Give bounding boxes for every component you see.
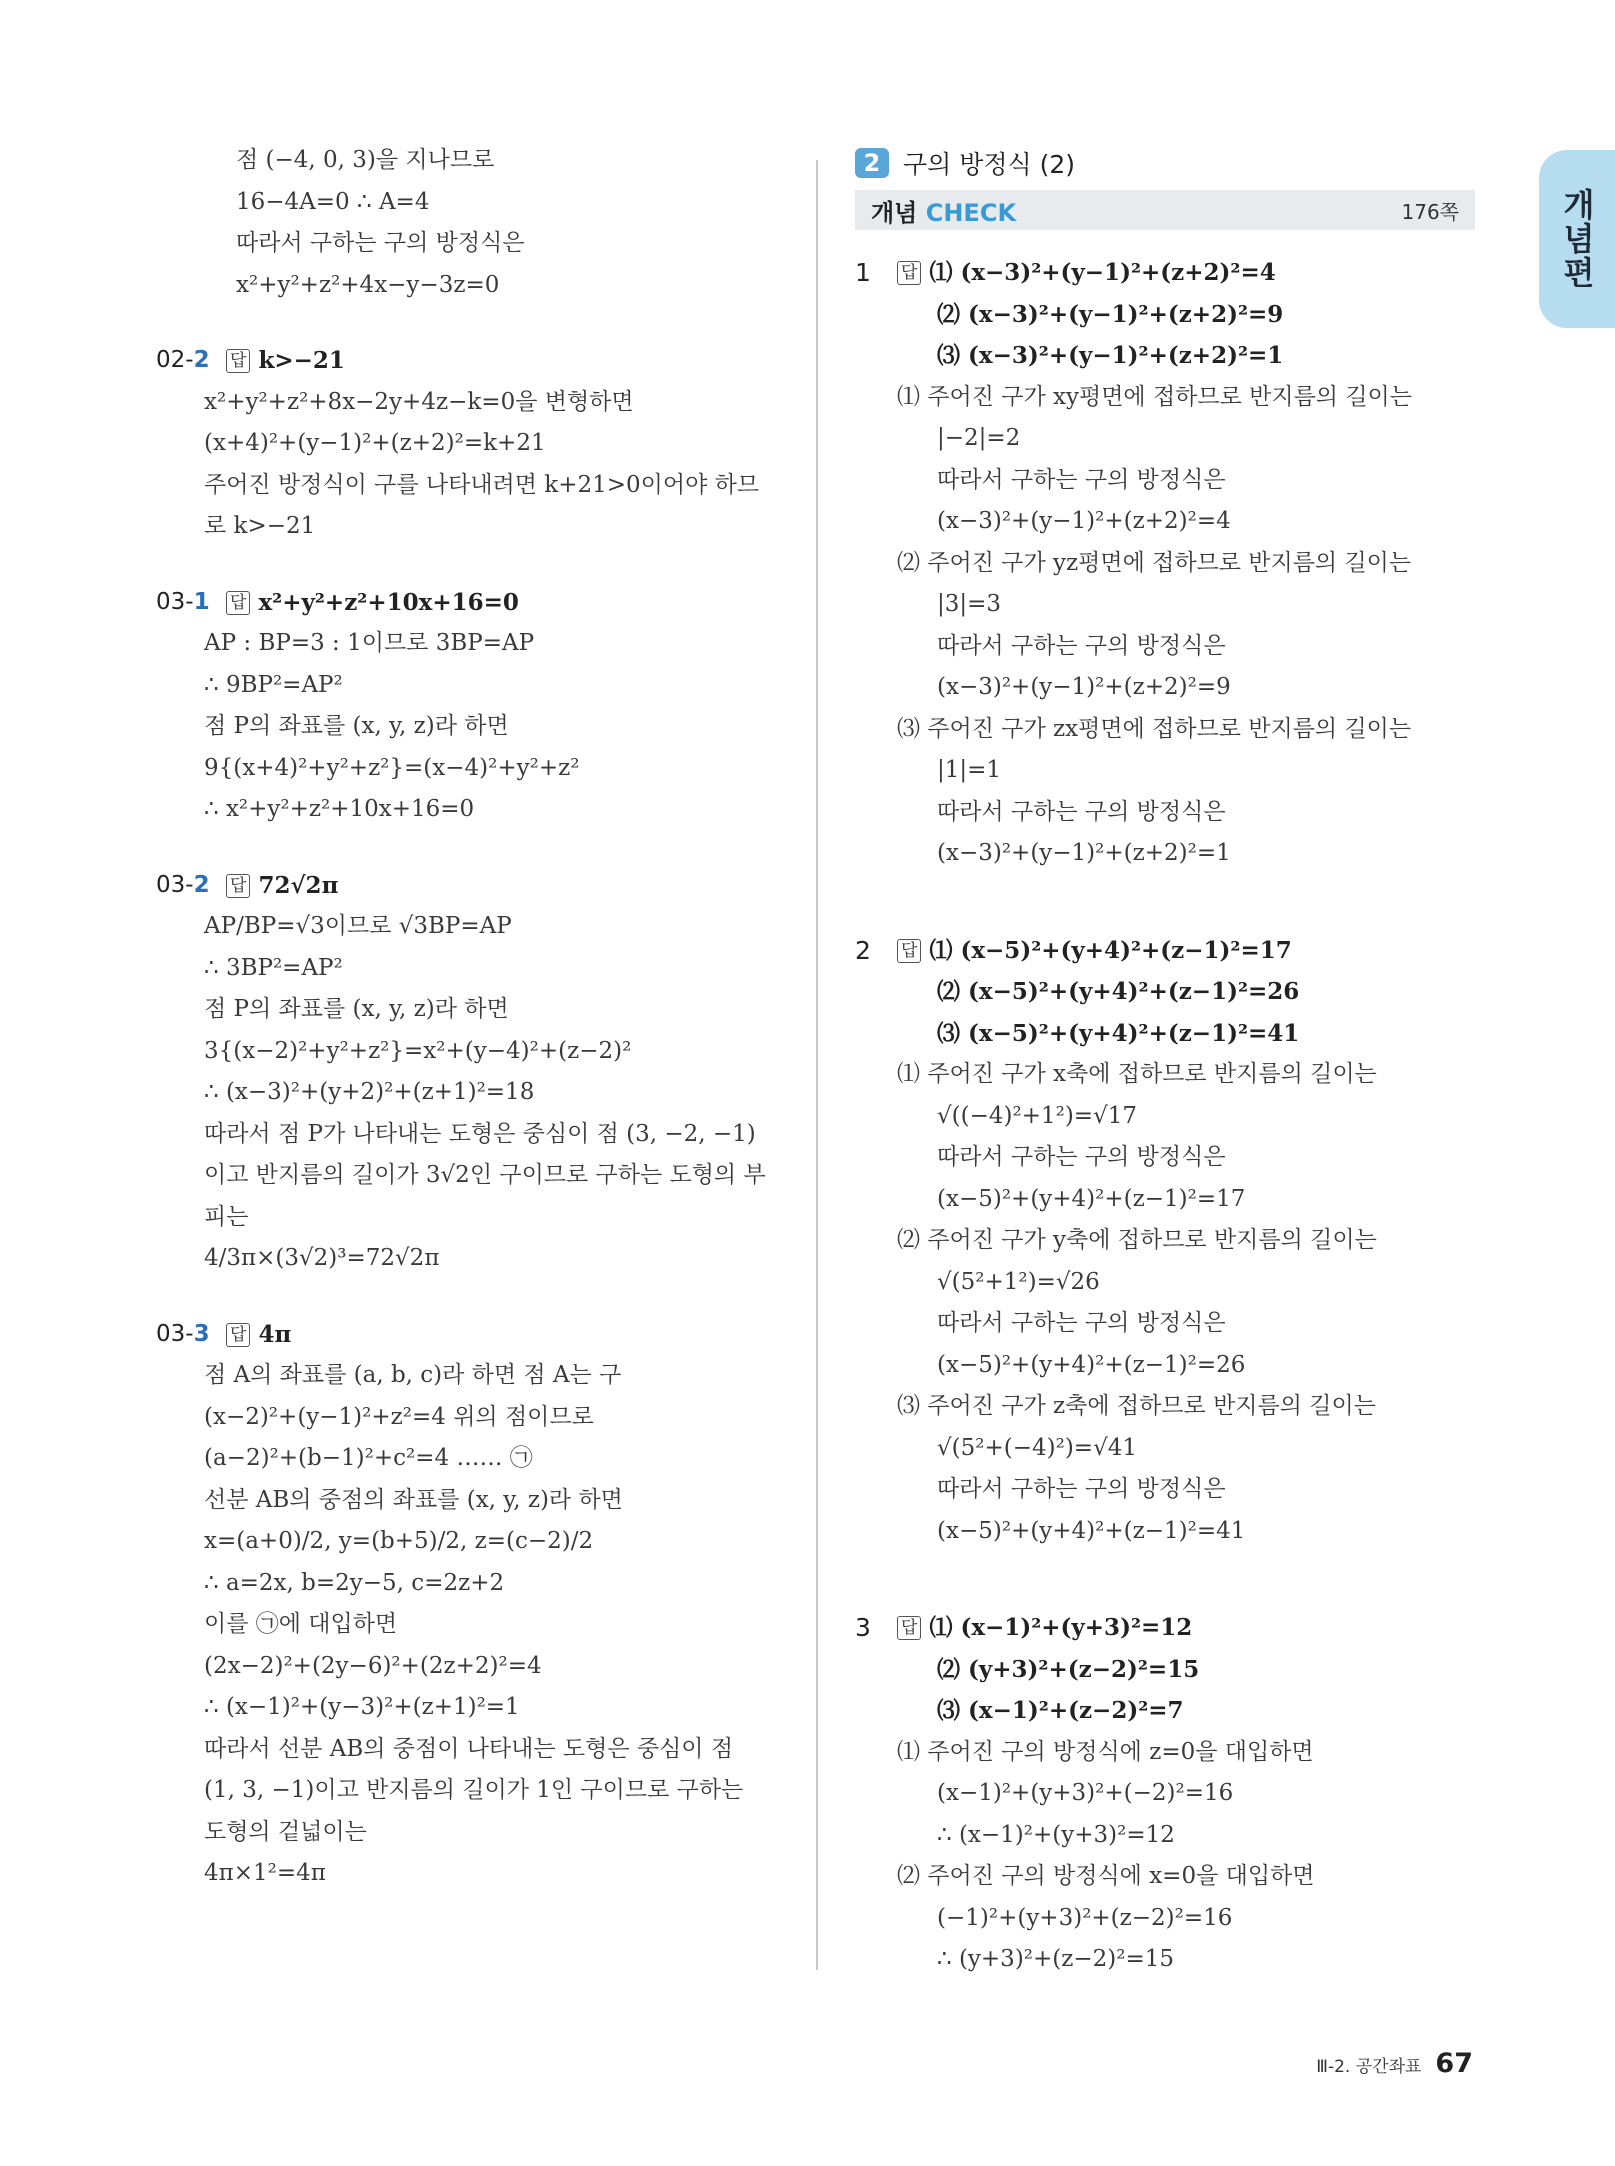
text-line: (x−2)²+(y−1)²+z²=4 위의 점이므로 [204,1403,594,1430]
text-line: 따라서 구하는 구의 방정식은 [937,466,1226,493]
text-line: ⑶ 주어진 구가 zx평면에 접하므로 반지름의 길이는 [897,715,1412,742]
text-line: 16−4A=0 ∴ A=4 [236,188,430,215]
text-line: |3|=3 [937,591,1002,617]
text-line: √(5²+1²)=√26 [937,1268,1100,1295]
text-line: ⑴ 주어진 구의 방정식에 z=0을 대입하면 [897,1738,1314,1765]
answer-badge: 답 [226,874,250,898]
text-line: 따라서 구하는 구의 방정식은 [937,632,1226,659]
text-line: (x−1)²+(y+3)²+(−2)²=16 [937,1780,1234,1806]
reference-page: 176쪽 [1401,199,1459,224]
intro-block [156,140,796,306]
answer-line [855,971,1475,1013]
answer-text: ⑵ (y+3)²+(z−2)²=15 [937,1655,1200,1683]
answer-badge: 답 [226,1323,250,1347]
section-header [855,140,1475,186]
side-tab [1539,150,1615,328]
text-line: √((−4)²+1²)=√17 [937,1102,1137,1129]
answer-text: ⑴ (x−5)²+(y+4)²+(z−1)²=17 [929,936,1292,964]
text-line: ⑴ 주어진 구가 xy평면에 접하므로 반지름의 길이는 [897,383,1412,410]
answer-line [855,930,1475,972]
text-line: 따라서 구하는 구의 방정식은 [937,1310,1226,1336]
text-line: (x−5)²+(y+4)²+(z−1)²=41 [937,1517,1246,1544]
answer-badge: 답 [226,591,250,615]
chapter-label: Ⅲ-2. 공간좌표 [1316,2057,1422,2077]
problem-03-1 [156,582,796,831]
concept-check-label: 개념 CHECK [871,198,1017,227]
answer-line [855,1649,1475,1691]
text-line: 따라서 점 P가 나타내는 도형은 중심이 점 (3, −2, −1) [204,1120,756,1147]
text-line: ⑴ 주어진 구가 x축에 접하므로 반지름의 길이는 [897,1061,1377,1087]
text-line: 점 (−4, 0, 3)을 지나므로 [236,147,495,173]
problem-02-2 [156,340,796,548]
answer-line [855,1013,1475,1055]
answer-line [855,294,1475,336]
text-line: (x−3)²+(y−1)²+(z+2)²=9 [937,674,1231,700]
text-line: (x−5)²+(y+4)²+(z−1)²=26 [937,1351,1246,1378]
text-line: (a−2)²+(b−1)²+c²=4 …… ㉠ [204,1445,533,1471]
text-line: ∴ (x−1)²+(y+3)²=12 [937,1821,1175,1848]
problem-number: 02-2 [156,347,210,373]
section-title: 구의 방정식 (2) [903,150,1076,179]
text-line: 따라서 구하는 구의 방정식은 [937,1476,1226,1502]
problem-number: 2 [855,935,871,965]
answer-text: 72√2π [258,871,339,899]
side-tab-label: 개념편 [1558,188,1596,290]
text-line: 점 P의 좌표를 (x, y, z)라 하면 [204,996,509,1022]
problem-number: 1 [855,258,871,287]
text-line: 3{(x−2)²+y²+z²}=x²+(y−4)²+(z−2)² [204,1037,632,1064]
text-line: x²+y²+z²+8x−2y+4z−k=0을 변형하면 [204,388,634,415]
answer-line [855,335,1475,377]
text-line: (1, 3, −1)이고 반지름의 길이가 1인 구이므로 구하는 [204,1777,744,1803]
problem-1 [855,252,1475,875]
text-line: (x−3)²+(y−1)²+(z+2)²=1 [937,840,1231,866]
problem-number: 03-2 [156,871,210,898]
text-line: ∴ 9BP²=AP² [204,671,343,698]
right-column [855,140,1475,1981]
text-line: (x−3)²+(y−1)²+(z+2)²=4 [937,508,1231,534]
answer-badge: 답 [897,261,921,285]
text-line: ∴ a=2x, b=2y−5, c=2z+2 [204,1569,505,1596]
text-line: ⑵ 주어진 구가 y축에 접하므로 반지름의 길이는 [897,1227,1377,1253]
text-line: ⑵ 주어진 구의 방정식에 x=0을 대입하면 [897,1863,1315,1889]
text-line: x=(a+0)/2, y=(b+5)/2, z=(c−2)/2 [204,1528,594,1554]
text-line: (x−5)²+(y+4)²+(z−1)²=17 [937,1185,1246,1212]
text-line: 이를 ㉠에 대입하면 [204,1611,398,1637]
text-line: 점 P의 좌표를 (x, y, z)라 하면 [204,713,509,739]
text-line: 로 k>−21 [204,513,316,539]
right-problems [855,252,1475,1981]
text-line: ∴ (x−1)²+(y−3)²+(z+1)²=1 [204,1694,520,1720]
text-line: √(5²+(−4)²)=√41 [937,1434,1137,1461]
answer-text: ⑶ (x−3)²+(y−1)²+(z+2)²=1 [937,342,1284,369]
left-column [156,140,796,1895]
text-line: 이고 반지름의 길이가 3√2인 구이므로 구하는 도형의 부 [204,1162,766,1188]
problem-3 [855,1607,1475,1981]
answer-badge: 답 [897,939,921,963]
text-line: AP/BP=√3이므로 √3BP=AP [204,913,512,939]
text-line: 따라서 선분 AB의 중점이 나타내는 도형은 중심이 점 [204,1735,734,1762]
text-line: ⑶ 주어진 구가 z축에 접하므로 반지름의 길이는 [897,1393,1376,1419]
answer-text: 4π [258,1320,292,1348]
text-line: 4/3π×(3√2)³=72√2π [204,1245,440,1271]
concept-check-bar [855,190,1475,230]
answer-text: ⑶ (x−1)²+(z−2)²=7 [937,1697,1184,1724]
answer-line [855,252,1475,294]
text-line: (−1)²+(y+3)²+(z−2)²=16 [937,1904,1233,1931]
problem-number: 03-1 [156,588,210,615]
answer-line [855,1690,1475,1732]
problem-03-3 [156,1314,796,1895]
text-line: ∴ x²+y²+z²+10x+16=0 [204,796,475,822]
answer-badge: 답 [226,349,250,373]
text-line: ∴ 3BP²=AP² [204,954,343,981]
text-line: 9{(x+4)²+y²+z²}=(x−4)²+y²+z² [204,754,580,781]
page-number: 67 [1435,2048,1473,2079]
problem-03-2 [156,865,796,1280]
text-line: 따라서 구하는 구의 방정식은 [937,798,1226,825]
problem-2 [855,930,1475,1553]
text-line: 피는 [204,1203,249,1230]
section-number-icon: 2 [855,148,889,178]
text-line: ∴ (y+3)²+(z−2)²=15 [937,1946,1175,1972]
answer-text: ⑵ (x−5)²+(y+4)²+(z−1)²=26 [937,978,1300,1005]
text-line: (2x−2)²+(2y−6)²+(2z+2)²=4 [204,1652,542,1679]
text-line: x²+y²+z²+4x−y−3z=0 [236,271,500,298]
text-line: |1|=1 [937,757,1002,783]
text-line: ⑵ 주어진 구가 yz평면에 접하므로 반지름의 길이는 [897,549,1412,576]
text-line: ∴ (x−3)²+(y+2)²+(z+1)²=18 [204,1079,535,1105]
text-line: |−2|=2 [937,425,1021,451]
text-line: 주어진 방정식이 구를 나타내려면 k+21>0이어야 하므 [204,471,760,498]
text-line: AP : BP=3 : 1이므로 3BP=AP [204,630,535,656]
answer-badge: 답 [897,1616,921,1640]
answer-text: ⑴ (x−1)²+(y+3)²=12 [929,1614,1193,1641]
answer-text: ⑶ (x−5)²+(y+4)²+(z−1)²=41 [937,1019,1300,1047]
answer-line [855,1607,1475,1649]
text-line: 도형의 겉넓이는 [204,1818,367,1845]
problem-number: 03-3 [156,1320,210,1347]
text-line: 4π×1²=4π [204,1860,326,1886]
text-line: (x+4)²+(y−1)²+(z+2)²=k+21 [204,430,546,456]
text-line: 따라서 구하는 구의 방정식은 [236,230,525,256]
problem-number: 3 [855,1613,871,1642]
text-line: 점 A의 좌표를 (a, b, c)라 하면 점 A는 구 [204,1362,622,1388]
answer-text: ⑵ (x−3)²+(y−1)²+(z+2)²=9 [937,300,1284,328]
answer-text: x²+y²+z²+10x+16=0 [258,588,519,616]
column-divider [816,160,818,1970]
answer-text: ⑴ (x−3)²+(y−1)²+(z+2)²=4 [929,259,1276,286]
text-line: 따라서 구하는 구의 방정식은 [937,1144,1226,1170]
page-footer [1316,2048,1473,2079]
text-line: 선분 AB의 중점의 좌표를 (x, y, z)라 하면 [204,1486,623,1513]
answer-text: k>−21 [258,347,345,374]
